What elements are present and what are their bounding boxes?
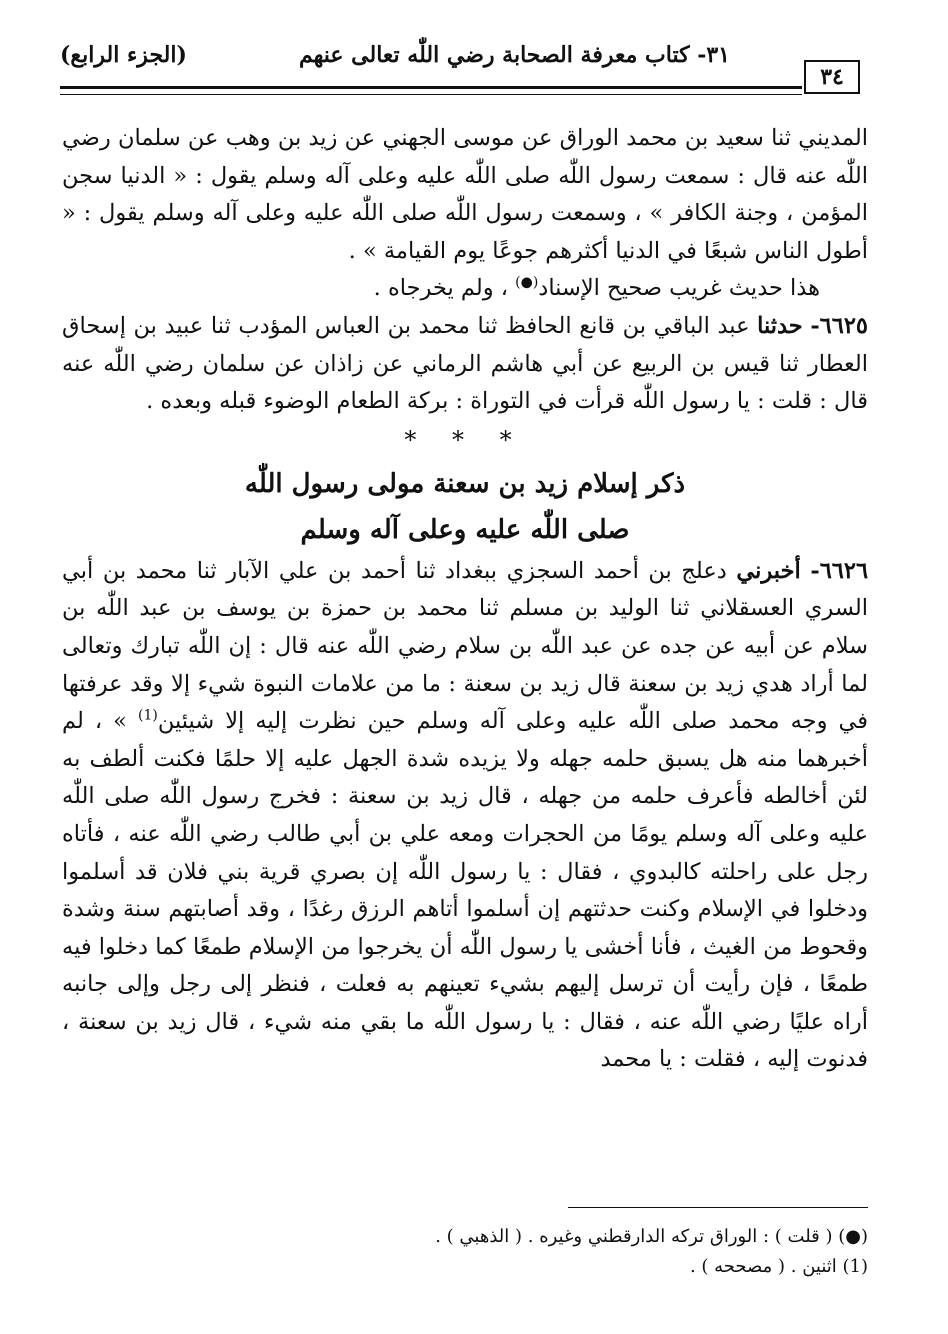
chapter-title: ٣١- كتاب معرفة الصحابة رضي اللّٰه تعالى عنهم (298, 42, 730, 68)
hadith-text-part-b: » ، لم أخبرهما منه هل يسبق حلمه جهله ولا يزيده شدة الجهل عليه إلا حلمًا فكنت ألطف به لئن أخالطه فأعرف حلمه من جهله ، قال زيد بن سعنة : فخرج رسول اللّٰه صلى اللّٰه عليه وعلى آله وسلم يومًا من الحجرات ومعه علي بن أبي طالب رضي اللّٰه عنه ، فأتاه رجل على راحلته كالبدوي ، فقال : يا رسول اللّٰه إن بصري قرية بني فلان قد أسلموا ودخلوا في الإسلام وكنت حدثتهم إن أسلموا أتاهم الرزق رغدًا ، وقد أصابتهم سنة وشدة وقحوط من الغيث ، فأنا أخشى يا رسول اللّٰه أن يخرجوا من الإسلام طمعًا كما دخلوا فيه طمعًا ، فإن رأيت أن ترسل إليهم بشيء تعينهم به فعلت ، فنظر إلى رجل وإلى جانبه أراه عليًا رضي اللّٰه عنه ، فقال : يا رسول اللّٰه ما بقي منه شيء ، قال زيد بن سعنة ، فدنوت إليه ، فقلت : يا محمد (62, 708, 868, 1073)
header-rule-thin (60, 94, 802, 95)
page-number: ٣٤ (804, 60, 860, 94)
volume-label: (الجزء الرابع) (60, 42, 187, 68)
footnotes (62, 1222, 868, 1282)
main-text (62, 120, 868, 1079)
paragraph-1: المديني ثنا سعيد بن محمد الوراق عن موسى الجهني عن زيد بن وهب عن سلمان رضي اللّٰه عنه قال : سمعت رسول اللّٰه صلى اللّٰه عليه وعلى آله وسلم يقول : « الدنيا سجن المؤمن ، وجنة الكافر » ، وسمعت رسول اللّٰه صلى اللّٰه عليه وعلى آله وسلم يقول : « أطول الناس شبعًا في الدنيا أكثرهم جوعًا يوم القيامة » . (62, 125, 868, 264)
grading-note (62, 270, 868, 308)
footnote-separator (568, 1207, 868, 1208)
section-separator: * * * (404, 425, 526, 454)
footnote-marker-dot: (●) (515, 274, 539, 291)
hadith-6626 (62, 553, 868, 1079)
hadith-text: عبد الباقي بن قانع الحافظ ثنا محمد بن العباس المؤدب ثنا عبيد بن إسحاق العطار ثنا قيس بن الربيع عن أبي هاشم الرماني عن زاذان عن سلمان رضي اللّٰه عنه قال : قلت : يا رسول اللّٰه قرأت في التوراة : بركة الطعام الوضوء قبله وبعده . (62, 312, 868, 415)
footnote-1: (1) اثنين . ( مصححه ) . (689, 1256, 868, 1277)
footnote-marker-1: (1) (137, 707, 158, 724)
hadith-number: ٦٦٢٥- (810, 312, 869, 339)
header-rule-thick (60, 86, 802, 89)
hadith-text-part-a: دعلج بن أحمد السجزي ببغداد ثنا أحمد بن علي الآبار ثنا محمد بن أبي السري العسقلاني ثنا الوليد بن مسلم ثنا محمد بن حمزة بن يوسف بن عبد اللّٰه بن سلام عن أبيه عن جده عن عبد اللّٰه بن سلام رضي اللّٰه عنه قال : إن اللّٰه تبارك وتعالى لما أراد هدي زيد بن سعنة قال زيد بن سعنة : ما من علامات النبوة شيء إلا وقد عرفتها في وجه محمد صلى اللّٰه عليه وعلى آله وسلم حين نظرت إليه إلا شيئين (62, 557, 869, 735)
hadith-6625 (62, 308, 868, 421)
section-heading-line-2: صلى اللّٰه عليه وعلى آله وسلم (300, 514, 630, 545)
page-header (60, 40, 860, 100)
section-heading-line-1: ذكر إسلام زيد بن سعنة مولى رسول اللّٰه (244, 468, 686, 499)
hadith-lead: حدثنا (757, 312, 803, 339)
grading-text: هذا حديث غريب صحيح الإسناد (538, 275, 820, 302)
hadith-lead: أخبرني (736, 557, 801, 584)
grading-tail: ، ولم يخرجاه . (373, 275, 508, 302)
hadith-number: ٦٦٢٦- (810, 557, 869, 584)
footnote-dot: (●) ( قلت ) : الوراق تركه الدارقطني وغيره . ( الذهبي ) . (435, 1226, 868, 1247)
